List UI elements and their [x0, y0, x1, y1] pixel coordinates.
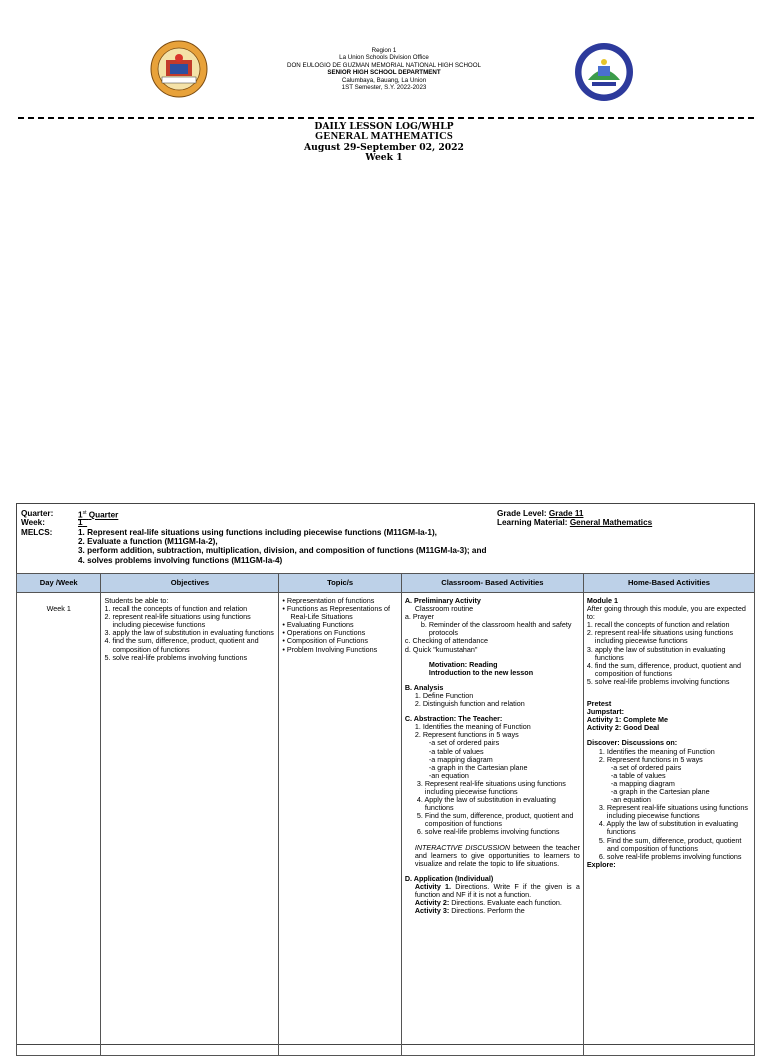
quarter-label: Quarter:: [21, 509, 54, 518]
topic-item: • Composition of Functions: [282, 636, 368, 646]
dll-title: DAILY LESSON LOG/WHLP: [314, 121, 454, 132]
day-cell: Week 1: [17, 593, 101, 1056]
melcs-label: MELCS:: [21, 528, 53, 537]
document-titles: [0, 122, 768, 164]
header-line: Region 1: [371, 47, 397, 54]
topic-item: • Functions as Representations of Real-Life Situations: [282, 604, 390, 622]
topic-item: • Representation of functions: [282, 596, 375, 605]
topic-item: • Problem Involving Functions: [282, 644, 378, 654]
column-header: Classroom- Based Activities: [401, 574, 583, 593]
melc-item: 3. perform addition, subtraction, multiplication, division, and composition of functions (M11GM-Ia-3); and: [78, 546, 487, 556]
column-header: Home-Based Activities: [583, 574, 754, 593]
header-line: Calumbaya, Bauang, La Union: [341, 76, 427, 84]
objectives-cell: Students be able to: 1. recall the concepts of function and relation 2. represent real-life situations using functions including piecewise functions 3. apply the law of substitution in evaluating functions 4. find the sum, difference, product, quotient and composition of functions 5. solve real-life problems involving functions: [101, 593, 279, 1056]
week-label: Week:: [21, 518, 45, 527]
home-activities-cell: Module 1 After going through this module, you are expected to: 1. recall the concepts of function and relation 2. represent real-life situations using functions including piecewise functions 3. apply the law of substitution in evaluating functions 4. find the sum, difference, product, quotient and composition of functions 5. solve real-life problems involving functions Pretest Jumpstart: Activity 1: Complete Me Activity 2: Good Deal Discover: Discussions on: 1. Identifies the meaning of Function 2. Represent functions in 5 ways -a set of ordered pairs -a table of values -a mapping diagram -a graph in the Cartesian plane -an equation 3. Represent real-life situations using functions including piecewise functions 4. Apply the law of substitution in evaluating functions 5. Find the sum, difference, product, quotient and composition of functions 6. solve real-life problems involving functions Explore:: [583, 593, 754, 1056]
table-header-row: [17, 574, 755, 593]
melcs-list: [78, 528, 486, 565]
learning-material-row: Learning Material: General Mathematics: [497, 518, 653, 527]
header-line: La Union Schools Division Office: [339, 54, 429, 62]
subject-title: GENERAL MATHEMATICS: [315, 131, 453, 143]
date-range: August 29-September 02, 2022: [304, 141, 464, 153]
quarter-value: 1st Quarter: [78, 510, 119, 520]
classroom-activities-cell: A. Preliminary Activity Classroom routine a. Prayer b. Reminder of the classroom health and safety protocols c. Checking of attendance d. Quick "kumustahan" Motivation: Reading Introduction to the new lesson B. Analysis 1. Define Function 2. Distinguish function and relation C. Abstraction: The Teacher: 1. Identifies the meaning of Function 2. Represent functions in 5 ways -a set of ordered pairs -a table of values -a mapping diagram -a graph in the Cartesian plane -an equation 3. Represent real-life situations using functions including piecewise functions 4. Apply the law of substitution in evaluating functions 5. Find the sum, difference, product, quotient and composition of functions 6. solve real-life problems involving functions INTERACTIVE DISCUSSION between the teacher and learners to give opportunities to learners to visualize and relate the topic to life situations. D. Application (Individual) Activity 1. Directions. Write F if the given is a function and NF if it is not a function. Activity 2: Directions. Evaluate each function. Activity 3: Directions. Perform the: [401, 593, 583, 1056]
dashed-divider: [18, 117, 754, 119]
topics-cell: [279, 593, 402, 1056]
grade-level-row: Grade Level: Grade 11: [497, 509, 584, 518]
header-line: DON EULOGIO DE GUZMAN MEMORIAL NATIONAL HIGH SCHOOL: [286, 61, 481, 69]
table-row: [17, 593, 755, 1056]
week-row: [21, 518, 83, 527]
header-line: SENIOR HIGH SCHOOL DEPARTMENT: [327, 69, 441, 77]
lesson-table: [16, 573, 755, 1056]
learning-material-value: General Mathematics: [569, 518, 653, 527]
column-header: Day /Week: [17, 574, 101, 593]
quarter-row: [21, 509, 119, 520]
week-value: 1: [78, 518, 83, 527]
topic-item: • Evaluating Functions: [282, 620, 354, 630]
header-line: 1ST Semester, S.Y. 2022-2023: [341, 84, 427, 92]
week-title: Week 1: [365, 152, 403, 164]
column-header: Objectives: [101, 574, 279, 593]
letterhead: [0, 47, 768, 91]
grade-level-value: Grade 11: [548, 509, 584, 518]
objective-item: 5. solve real-life problems involving functions: [104, 652, 248, 662]
objective-item: 3. apply the law of substitution in evaluating functions: [104, 628, 274, 638]
column-header: Topic/s: [279, 574, 402, 593]
objective-item: 4. find the sum, difference, product, quotient and composition of functions: [104, 636, 259, 654]
melc-item: 4. solves problems involving functions (M11GM-Ia-4): [78, 555, 283, 565]
objective-item: 2. represent real-life situations using functions including piecewise functions: [104, 612, 251, 630]
melc-item: 1. Represent real-life situations using functions including piecewise functions (M11GM-Ia-1),: [78, 528, 437, 537]
topic-item: • Operations on Functions: [282, 628, 366, 638]
objective-item: 1. recall the concepts of function and relation: [104, 604, 248, 614]
melc-item: 2. Evaluate a function (M11GM-Ia-2),: [78, 537, 218, 547]
